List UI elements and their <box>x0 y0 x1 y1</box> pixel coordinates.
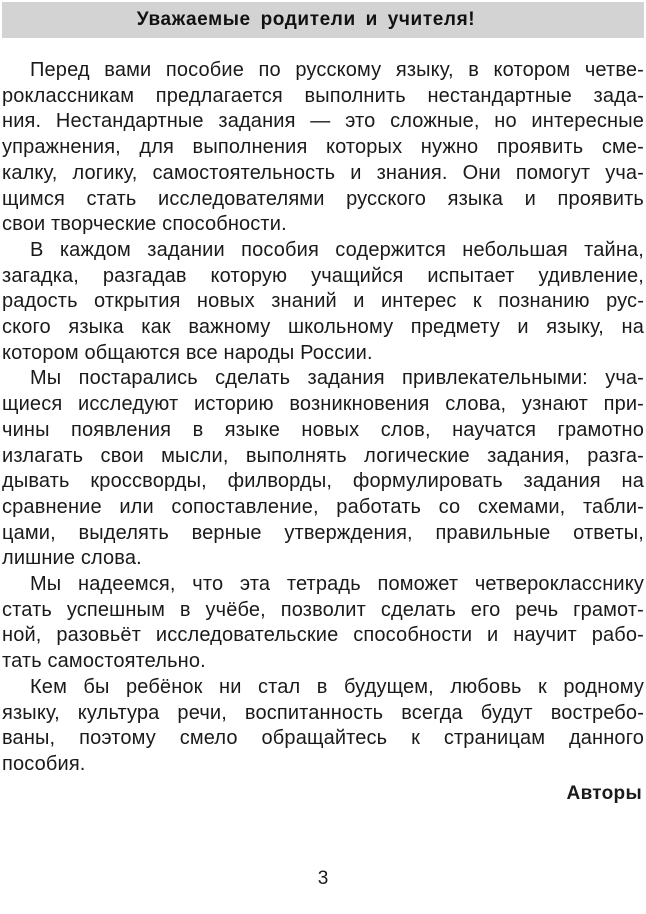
text-line: чины появления в языке новых слов, научатся грамотно <box>2 418 644 441</box>
text-line: ского языка как важному школьному предмету и языку, на <box>2 316 644 339</box>
text-line: Мы надеемся, что эта тетрадь поможет четверокласснику <box>30 573 644 596</box>
text-line: тать самостоятельно. <box>2 650 206 673</box>
text-line: радость открытия новых знаний и интерес к познанию рус- <box>2 290 644 313</box>
paragraph-2 <box>2 238 644 367</box>
paragraph-3 <box>2 366 644 572</box>
paragraph-4 <box>2 572 644 675</box>
body-text <box>2 58 644 778</box>
text-line: пособия. <box>2 752 86 775</box>
text-line: стать успешным в учёбе, позволит сделать его речь грамот- <box>2 598 644 621</box>
page-title: Уважаемые родители и учителя! <box>136 9 476 30</box>
text-line: свои творческие способности. <box>2 213 287 236</box>
text-line: котором общаются все народы России. <box>2 341 373 364</box>
text-line: Перед вами пособие по русскому языку, в котором четве- <box>30 59 644 81</box>
text-line: сравнение или сопоставление, работать со схемами, табли- <box>2 495 644 518</box>
text-line: лишние слова. <box>2 547 142 570</box>
text-line: щиеся исследуют историю возникновения слова, узнают при- <box>2 393 644 416</box>
text-line: роклассникам предлагается выполнить нестандартные зада- <box>2 84 644 107</box>
signature: Авторы <box>566 783 642 804</box>
paragraph-1 <box>2 58 644 238</box>
text-line: языку, культура речи, воспитанность всегда будут востребо- <box>2 701 644 724</box>
text-line: цами, выделять верные утверждения, правильные ответы, <box>2 521 644 544</box>
text-line: упражнения, для выполнения которых нужно проявить сме- <box>2 136 644 159</box>
text-line: В каждом задании пособия содержится небольшая тайна, <box>30 238 644 261</box>
text-line: ния. Нестандартные задания — это сложные, но интересные <box>2 110 644 133</box>
text-line: щимся стать исследователями русского языка и проявить <box>2 187 644 210</box>
header-bar <box>2 2 644 38</box>
text-line: загадка, разгадав которую учащийся испытает удивление, <box>2 264 644 287</box>
text-line: Мы постарались сделать задания привлекательными: уча- <box>30 367 644 390</box>
page-number: 3 <box>317 868 329 889</box>
paragraph-5 <box>2 675 644 778</box>
text-line: Кем бы ребёнок ни стал в будущем, любовь к родному <box>30 675 644 698</box>
text-line: ваны, поэтому смело обращайтесь к страницам данного <box>2 727 644 750</box>
text-line: калку, логику, самостоятельность и знания. Они помогут уча- <box>2 161 644 184</box>
text-line: дывать кроссворды, филворды, формулировать задания на <box>2 470 644 493</box>
text-line: излагать свои мысли, выполнять логические задания, разга- <box>2 444 644 467</box>
text-line: ной, разовьёт исследовательские способности и научит рабо- <box>2 624 644 647</box>
